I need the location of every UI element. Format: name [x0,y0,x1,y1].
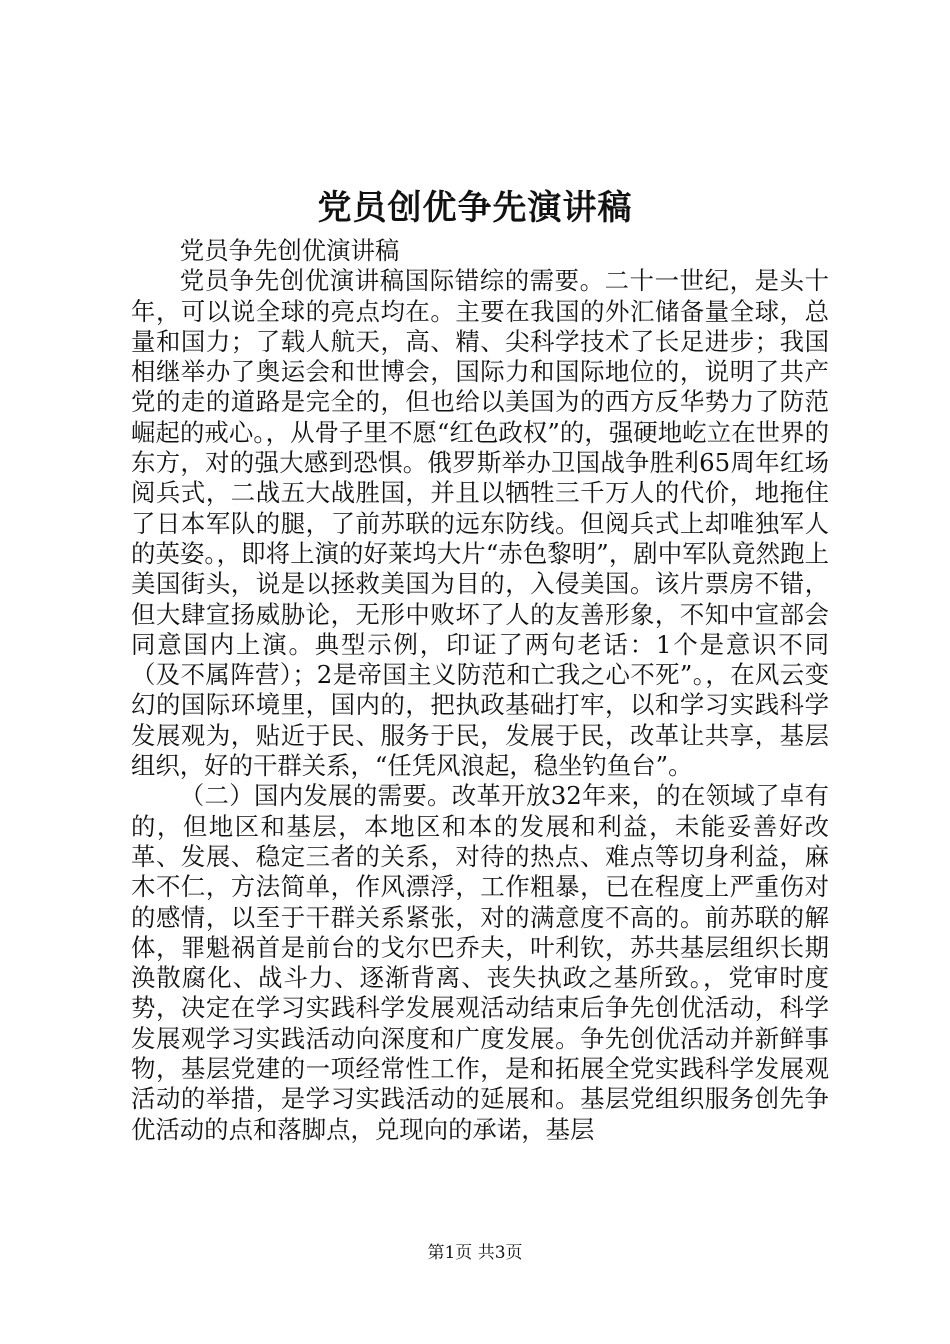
page-title: 党员创优争先演讲稿 [317,188,633,228]
page-number-footer: 第1页 共3页 [427,1243,523,1263]
document-body [131,236,829,1145]
paragraph-subtitle: 党员争先创优演讲稿 [179,236,400,265]
paragraph-domestic: （二）国内发展的需要。改革开放32年来，的在领域了卓有的，但地区和基层，本地区和本的发展和利益，未能妥善好改革、发展、稳定三者的关系，对待的热点、难点等切身利益，麻木不仁，方法简单，作风漂浮，工作粗暴，已在程度上严重伤对的感情，以至于干群关系紧张，对的满意度不高的。前苏联的解体，罪魁祸首是前台的戈尔巴乔夫，叶利钦，苏共基层组织长期涣散腐化、战斗力、逐渐背离、丧失执政之基所致。，党审时度势，决定在学习实践科学发展观活动结束后争先创优活动，科学发展观学习实践活动向深度和广度发展。争先创优活动并新鲜事物，基层党建的一项经常性工作，是和拓展全党实践科学发展观活动的举措，是学习实践活动的延展和。基层党组织服务创先争优活动的点和落脚点，兑现向的承诺，基层 [131,781,829,1144]
paragraph-international: 党员争先创优演讲稿国际错综的需要。二十一世纪，是头十年，可以说全球的亮点均在。主要在我国的外汇储备量全球，总量和国力；了载人航天，高、精、尖科学技术了长足进步；我国相继举办了奥运会和世博会，国际力和国际地位的，说明了共产党的走的道路是完全的，但也给以美国为的西方反华势力了防范崛起的戒心。，从骨子里不愿“红色政权”的，强硬地屹立在世界的东方，对的强大感到恐惧。俄罗斯举办卫国战争胜利65周年红场阅兵式，二战五大战胜国，并且以牺牲三千万人的代价，地拖住了日本军队的腿，了前苏联的远东防线。但阅兵式上却唯独军人的英姿。，即将上演的好莱坞大片“赤色黎明”，剧中军队竟然跑上美国街头，说是以拯救美国为目的，入侵美国。该片票房不错，但大肆宣扬威胁论，无形中败坏了人的友善形象，不知中宣部会同意国内上演。典型示例，印证了两句老话：1个是意识不同（及不属阵营）；2是帝国主义防范和亡我之心不死”。，在风云变幻的国际环境里，国内的，把执政基础打牢，以和学习实践科学发展观为，贴近于民、服务于民，发展于民，改革让共享，基层组织，好的干群关系，“任凭风浪起，稳坐钓鱼台”。 [131,266,829,781]
